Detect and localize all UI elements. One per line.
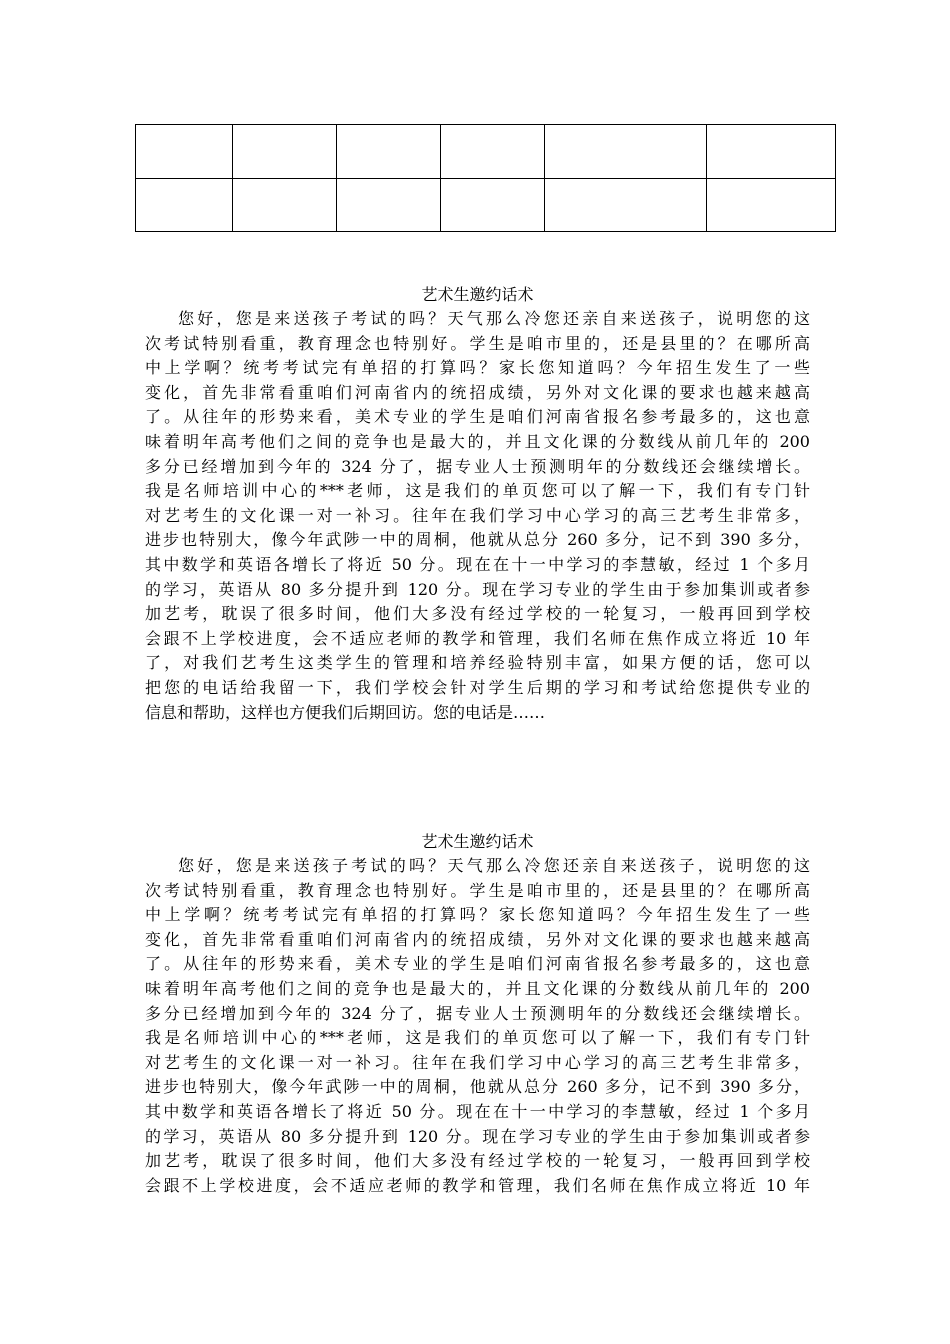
table-cell xyxy=(233,125,337,179)
paragraph-line: 其中数学和英语各增长了将近 50 分。现在在十一中学习的李慧敏，经过 1 个多月 xyxy=(145,554,810,574)
table-cell xyxy=(441,125,545,179)
paragraph-line: 会跟不上学校进度，会不适应老师的教学和管理，我们名师在焦作成立将近 10 年 xyxy=(145,628,810,648)
section-body xyxy=(145,307,810,725)
paragraph-line: 会跟不上学校进度，会不适应老师的教学和管理，我们名师在焦作成立将近 10 年 xyxy=(145,1175,810,1195)
paragraph-line: 了。从往年的形势来看，美术专业的学生是咱们河南省报名参考最多的，这也意 xyxy=(145,954,810,974)
paragraph-line: 味着明年高考他们之间的竞争也是最大的，并且文化课的分数线从前几年的 200 xyxy=(145,978,810,998)
table-cell xyxy=(136,178,233,232)
paragraph-line: 的学习，英语从 80 多分提升到 120 分。现在学习专业的学生由于参加集训或者参 xyxy=(145,1126,810,1146)
paragraph-line: 进步也特别大，像今年武陟一中的周桐，他就从总分 260 多分，记不到 390 多分， xyxy=(145,530,810,550)
section-title: 艺术生邀约话术 xyxy=(421,285,534,304)
paragraph-line: 进步也特别大，像今年武陟一中的周桐，他就从总分 260 多分，记不到 390 多分， xyxy=(145,1077,810,1097)
table-cell xyxy=(337,125,441,179)
table-cell xyxy=(545,178,707,232)
paragraph-line: 变化，首先非常看重咱们河南省内的统招成绩，另外对文化课的要求也越来越高 xyxy=(145,929,810,949)
table-row xyxy=(136,125,836,179)
paragraph-line: 把您的电话给我留一下，我们学校会针对学生后期的学习和考试给您提供专业的 xyxy=(145,677,810,697)
paragraph-line: 多分已经增加到今年的 324 分了，据专业人士预测明年的分数线还会继续增长。 xyxy=(145,456,810,476)
paragraph-line: 变化，首先非常看重咱们河南省内的统招成绩，另外对文化课的要求也越来越高 xyxy=(145,382,810,402)
empty-grid-table xyxy=(135,124,836,232)
paragraph-line: 我是名师培训中心的***老师，这是我们的单页您可以了解一下，我们有专门针 xyxy=(145,481,810,501)
table-cell xyxy=(707,125,836,179)
paragraph-line: 多分已经增加到今年的 324 分了，据专业人士预测明年的分数线还会继续增长。 xyxy=(145,1003,810,1023)
paragraph-line: 我是名师培训中心的***老师，这是我们的单页您可以了解一下，我们有专门针 xyxy=(145,1028,810,1048)
table-cell xyxy=(441,178,545,232)
paragraph-line: 了，对我们艺考生这类学生的管理和培养经验特别丰富，如果方便的话，您可以 xyxy=(145,653,810,673)
paragraph-line: 中上学啊？统考考试完有单招的打算吗？家长您知道吗？今年招生发生了一些 xyxy=(145,358,810,378)
paragraph-line: 对艺考生的文化课一对一补习。往年在我们学习中心学习的高三艺考生非常多， xyxy=(145,1052,810,1072)
script-section-2 xyxy=(145,830,810,1198)
paragraph-line: 信息和帮助，这样也方便我们后期回访。您的电话是…… xyxy=(145,702,546,722)
table-cell xyxy=(136,125,233,179)
table-cell xyxy=(545,125,707,179)
paragraph-line: 了。从往年的形势来看，美术专业的学生是咱们河南省报名参考最多的，这也意 xyxy=(145,407,810,427)
section-body xyxy=(145,854,810,1198)
table-cell xyxy=(707,178,836,232)
paragraph-line: 味着明年高考他们之间的竞争也是最大的，并且文化课的分数线从前几年的 200 xyxy=(145,431,810,451)
script-section-1 xyxy=(145,283,810,725)
paragraph-line: 您好，您是来送孩子考试的吗？天气那么冷您还亲自来送孩子，说明您的这 xyxy=(178,309,810,328)
paragraph-line: 的学习，英语从 80 多分提升到 120 分。现在学习专业的学生由于参加集训或者参 xyxy=(145,579,810,599)
paragraph-line: 加艺考，耽误了很多时间，他们大多没有经过学校的一轮复习，一般再回到学校 xyxy=(145,604,810,624)
paragraph-line: 次考试特别看重，教育理念也特别好。学生是咱市里的，还是县里的？在哪所高 xyxy=(145,333,810,353)
paragraph-line: 对艺考生的文化课一对一补习。往年在我们学习中心学习的高三艺考生非常多， xyxy=(145,505,810,525)
table-row xyxy=(136,178,836,232)
table-cell xyxy=(233,178,337,232)
paragraph-line: 其中数学和英语各增长了将近 50 分。现在在十一中学习的李慧敏，经过 1 个多月 xyxy=(145,1101,810,1121)
paragraph-line: 中上学啊？统考考试完有单招的打算吗？家长您知道吗？今年招生发生了一些 xyxy=(145,905,810,925)
table-cell xyxy=(337,178,441,232)
paragraph-line: 加艺考，耽误了很多时间，他们大多没有经过学校的一轮复习，一般再回到学校 xyxy=(145,1151,810,1171)
paragraph-line: 次考试特别看重，教育理念也特别好。学生是咱市里的，还是县里的？在哪所高 xyxy=(145,880,810,900)
paragraph-line: 您好，您是来送孩子考试的吗？天气那么冷您还亲自来送孩子，说明您的这 xyxy=(178,856,810,875)
section-title: 艺术生邀约话术 xyxy=(421,832,534,851)
